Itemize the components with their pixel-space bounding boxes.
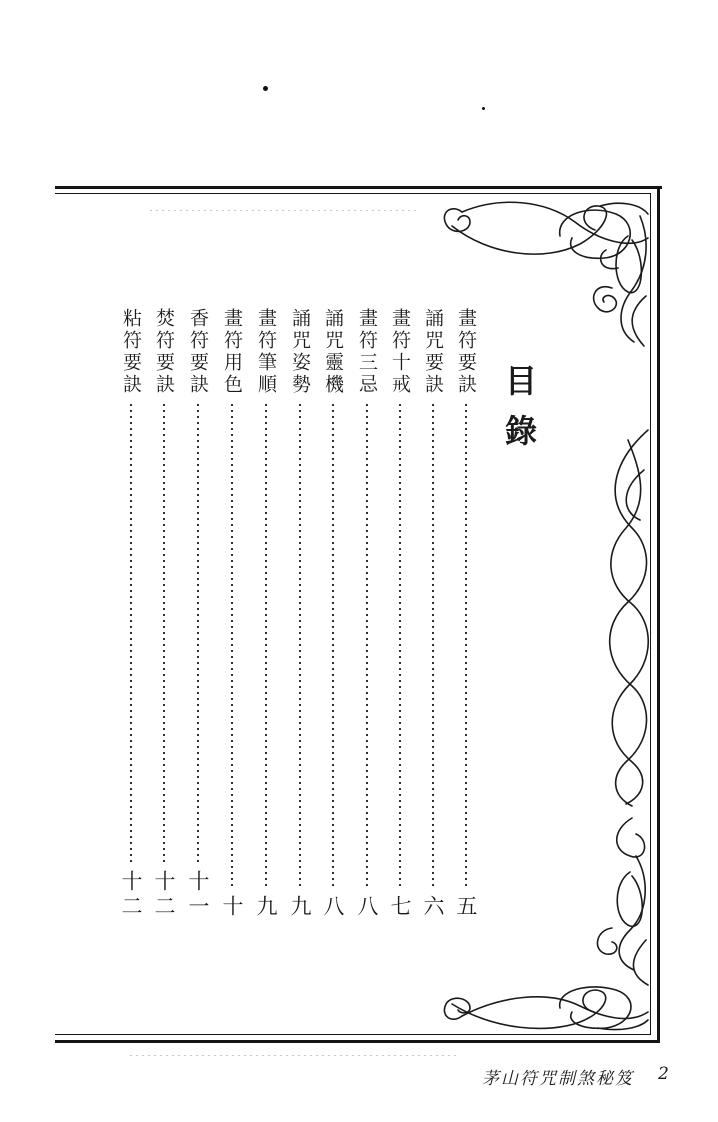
dotted-leader	[431, 402, 435, 887]
toc-entry	[420, 308, 446, 920]
dotted-leader	[162, 402, 166, 862]
entry-title: 粘符要訣	[120, 308, 142, 396]
entry-title: 畫符要訣	[455, 308, 477, 396]
dotted-leader	[129, 402, 133, 862]
dotted-leader	[264, 402, 268, 887]
entry-title: 誦咒姿勢	[289, 308, 311, 396]
dotted-leader	[298, 402, 302, 887]
toc-entry	[354, 308, 380, 920]
scan-speck	[263, 86, 268, 91]
entry-title: 香符要訣	[187, 308, 209, 396]
toc-entry	[118, 308, 144, 920]
scan-speck	[482, 107, 485, 110]
toc-entry	[151, 308, 177, 920]
entry-title: 畫符筆順	[255, 308, 277, 396]
entry-page-number: 五	[454, 895, 478, 920]
entry-page-number: 十一	[186, 870, 210, 920]
dotted-leader	[196, 402, 200, 862]
entry-page-number: 八	[321, 895, 345, 920]
toc-entry	[320, 308, 346, 920]
entry-title: 畫符十戒	[389, 308, 411, 396]
dotted-leader	[331, 402, 335, 887]
toc-entry	[185, 308, 211, 920]
entry-title: 畫符三忌	[356, 308, 378, 396]
entry-page-number: 十	[220, 895, 244, 920]
running-footer-title: 茅山符咒制煞秘笈	[482, 1069, 634, 1089]
toc-entry	[253, 308, 279, 920]
entry-page-number: 九	[288, 895, 312, 920]
scan-noise	[130, 1055, 460, 1056]
dotted-leader	[464, 402, 468, 887]
entry-title: 誦咒要訣	[422, 308, 444, 396]
dotted-leader	[230, 402, 234, 887]
entry-title: 焚符要訣	[153, 308, 175, 396]
entry-page-number: 八	[355, 895, 379, 920]
dotted-leader	[398, 402, 402, 887]
scan-noise	[150, 210, 420, 211]
toc-entry	[453, 308, 479, 920]
entry-title: 畫符用色	[221, 308, 243, 396]
dotted-leader	[365, 402, 369, 887]
page-number: 2	[658, 1064, 669, 1084]
entry-page-number: 十二	[152, 870, 176, 920]
entry-page-number: 九	[254, 895, 278, 920]
entry-page-number: 七	[388, 895, 412, 920]
border-vine	[610, 430, 649, 806]
entry-page-number: 十二	[119, 870, 143, 920]
entry-page-number: 六	[421, 895, 445, 920]
toc-entry	[287, 308, 313, 920]
toc-entry	[387, 308, 413, 920]
toc-entry	[219, 308, 245, 920]
toc-heading: 目錄	[500, 364, 538, 464]
entry-title: 誦咒靈機	[322, 308, 344, 396]
